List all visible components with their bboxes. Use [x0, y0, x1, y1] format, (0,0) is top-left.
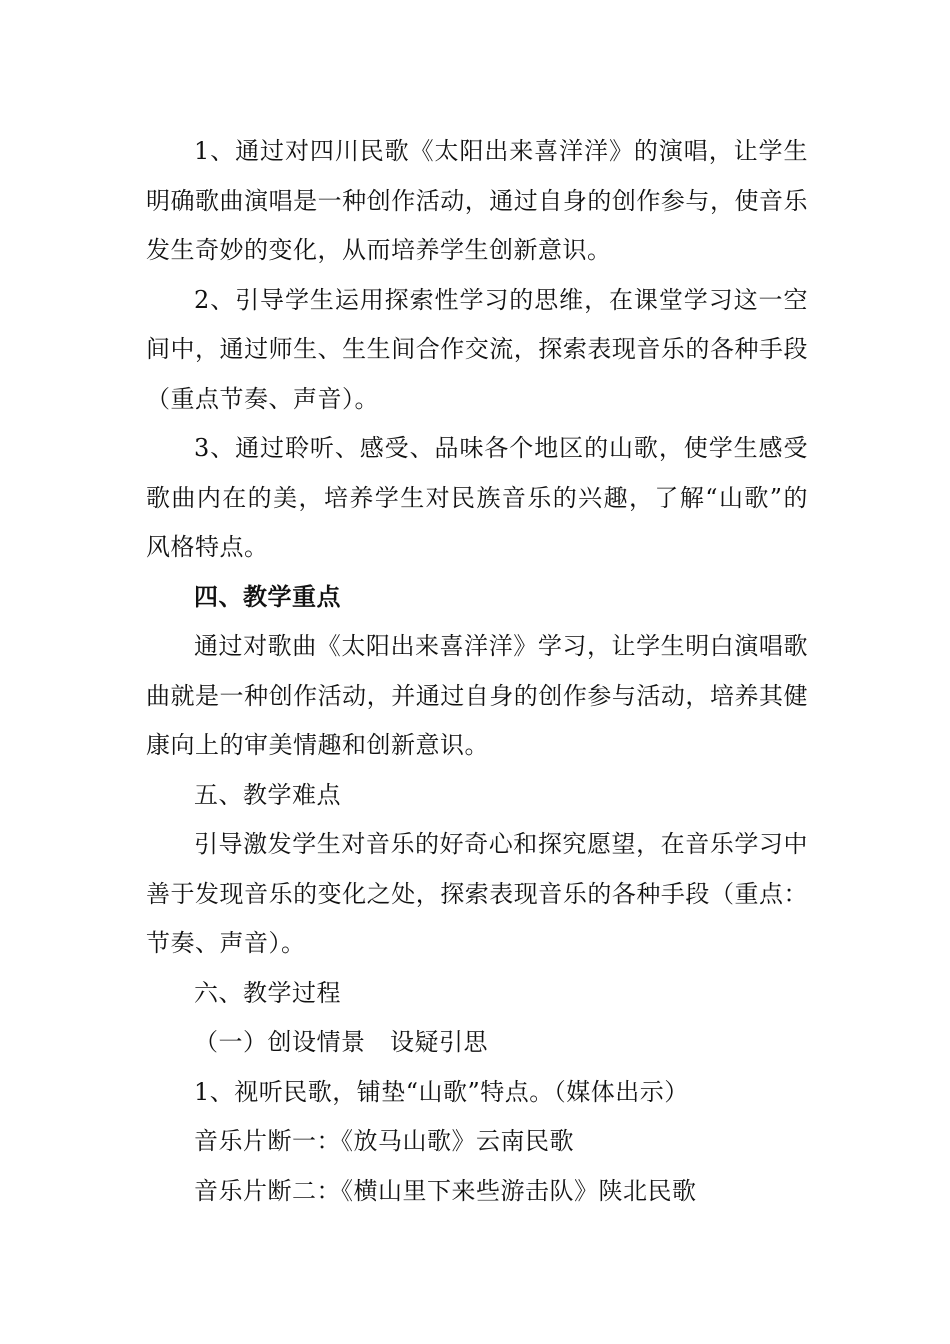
- objective-paragraph-3: 3、通过聆听、感受、品味各个地区的山歌，使学生感受歌曲内在的美，培养学生对民族音乐的兴趣，了解“山歌”的风格特点。: [146, 434, 808, 561]
- difficulties-paragraph: 引导激发学生对音乐的好奇心和探究愿望，在音乐学习中善于发现音乐的变化之处，探索表现音乐的各种手段（重点：节奏、声音）。: [146, 830, 808, 957]
- process-step-1: 1、视听民歌，铺垫“山歌”特点。（媒体出示）: [194, 1077, 689, 1106]
- objective-paragraph-1: 1、通过对四川民歌《太阳出来喜洋洋》的演唱，让学生明确歌曲演唱是一种创作活动，通过自身的创作参与，使音乐发生奇妙的变化，从而培养学生创新意识。: [146, 137, 808, 264]
- music-clip-2: 音乐片断二：《横山里下来些游击队》陕北民歌: [194, 1176, 697, 1205]
- process-subheading: （一）创设情景 设疑引思: [194, 1028, 488, 1056]
- objective-paragraph-2: 2、引导学生运用探索性学习的思维，在课堂学习这一空间中，通过师生、生生间合作交流，探索表现音乐的各种手段（重点节奏、声音）。: [146, 285, 808, 413]
- section-heading-difficulties: 五、教学难点: [194, 780, 341, 809]
- music-clip-1: 音乐片断一：《放马山歌》云南民歌: [194, 1127, 574, 1155]
- section-heading-process: 六、教学过程: [194, 978, 341, 1007]
- document-page: [146, 127, 808, 1216]
- key-points-paragraph: 通过对歌曲《太阳出来喜洋洋》学习，让学生明白演唱歌曲就是一种创作活动，并通过自身的创作参与活动，培养其健康向上的审美情趣和创新意识。: [146, 632, 808, 759]
- section-heading-key-points: 四、教学重点: [194, 582, 341, 611]
